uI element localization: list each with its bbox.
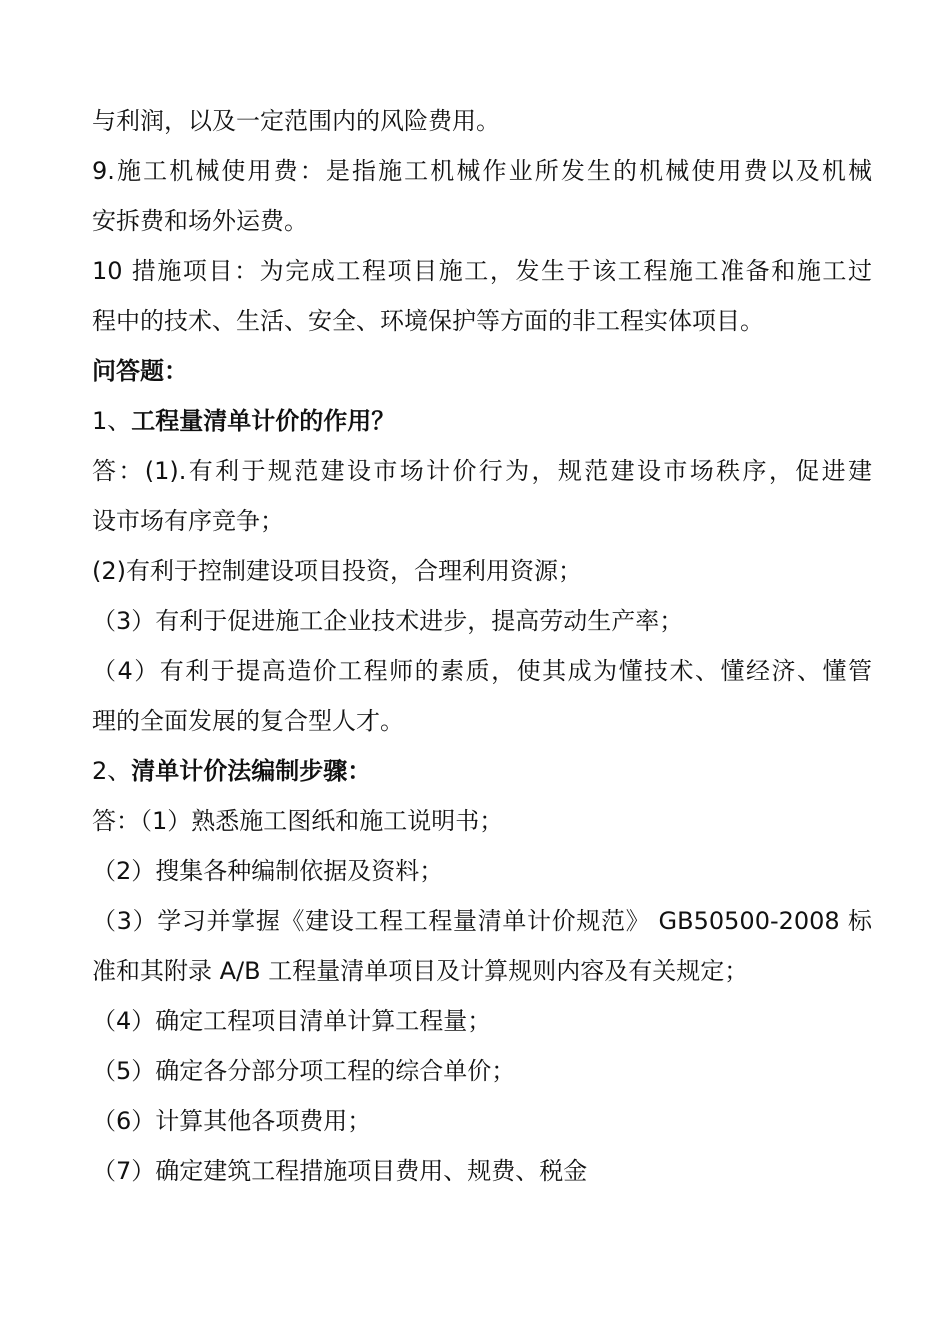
- text-line: （2）搜集各种编制依据及资料；: [92, 857, 444, 885]
- question-number: 1、: [92, 407, 132, 435]
- text-line: 设市场有序竞争；: [92, 507, 284, 535]
- text-line: （4）确定工程项目清单计算工程量；: [92, 1007, 492, 1035]
- text-line: 安拆费和场外运费。: [92, 207, 308, 235]
- text-line: 与利润，以及一定范围内的风险费用。: [92, 107, 500, 135]
- text-line: 答：(1).有利于规范建设市场计价行为，规范建设市场秩序，促进建: [92, 457, 872, 485]
- question-heading: [92, 396, 872, 446]
- text-line: （3）学习并掌握《建设工程工程量清单计价规范》 GB50500-2008 标: [92, 907, 872, 935]
- text-line: 答：（1）熟悉施工图纸和施工说明书；: [92, 807, 504, 835]
- question-number: 2、: [92, 757, 132, 785]
- question-heading: [92, 746, 872, 796]
- text-line: 10 措施项目：为完成工程项目施工，发生于该工程施工准备和施工过: [92, 257, 872, 285]
- text-line: （4）有利于提高造价工程师的素质，使其成为懂技术、懂经济、懂管: [92, 657, 872, 685]
- text-line: （7）确定建筑工程措施项目费用、规费、税金: [92, 1157, 588, 1185]
- text-line: （3）有利于促进施工企业技术进步，提高劳动生产率；: [92, 607, 684, 635]
- text-line: 理的全面发展的复合型人才。: [92, 707, 404, 735]
- text-line: （5）确定各分部分项工程的综合单价；: [92, 1057, 516, 1085]
- text-line: 程中的技术、生活、安全、环境保护等方面的非工程实体项目。: [92, 307, 764, 335]
- document-body: [92, 96, 872, 1196]
- text-line: (2)有利于控制建设项目投资，合理利用资源；: [92, 557, 582, 585]
- question-title: 清单计价法编制步骤：: [131, 757, 372, 785]
- text-line: 9.施工机械使用费：是指施工机械作业所发生的机械使用费以及机械: [92, 157, 872, 185]
- text-line: （6）计算其他各项费用；: [92, 1107, 372, 1135]
- section-heading: 问答题：: [92, 357, 188, 385]
- text-line: 准和其附录 A/B 工程量清单项目及计算规则内容及有关规定；: [92, 957, 749, 985]
- question-title: 工程量清单计价的作用？: [131, 407, 396, 435]
